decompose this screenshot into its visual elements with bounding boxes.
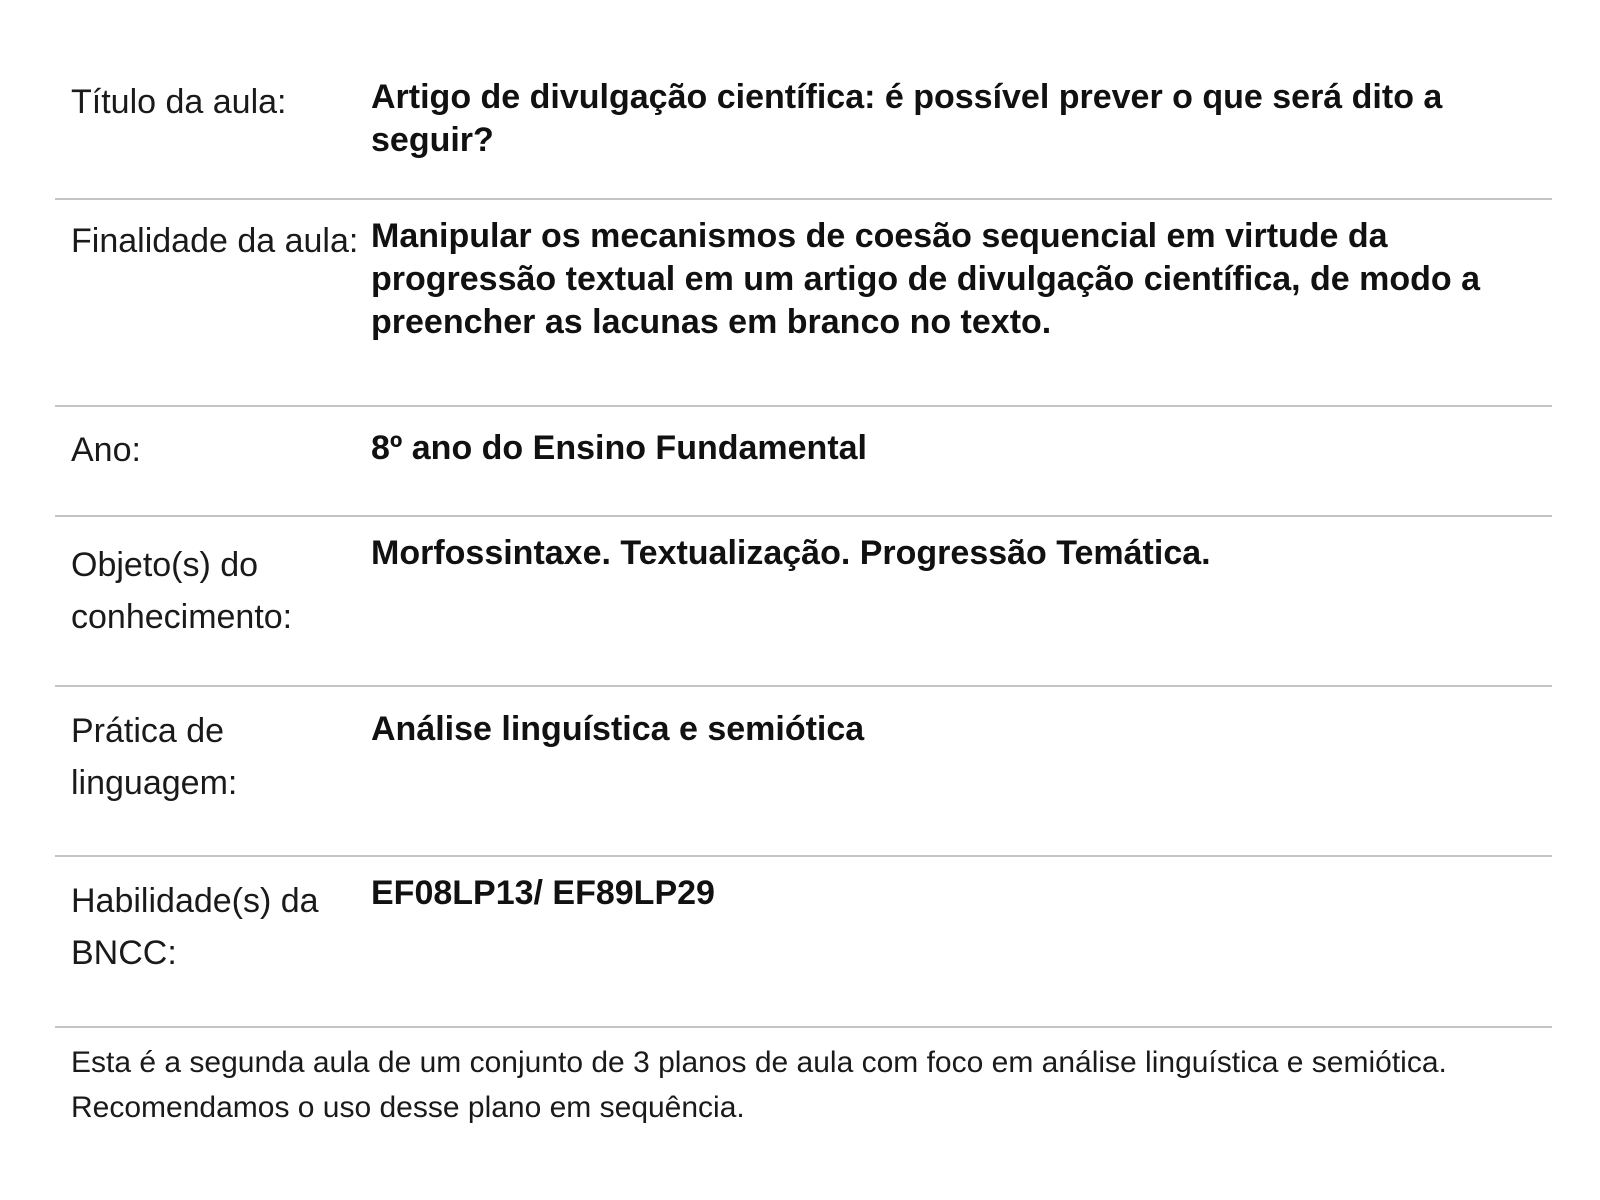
knowledge-objects-label: Objeto(s) do conhecimento: [71, 546, 293, 636]
language-practice-label: Prática de linguagem: [71, 712, 238, 802]
school-year-value: 8º ano do Ensino Fundamental [371, 429, 868, 467]
language-practice-value: Análise linguística e semiótica [371, 710, 865, 748]
row-lesson-title [55, 58, 1552, 200]
bncc-skills-label: Habilidade(s) da BNCC: [71, 882, 319, 972]
row-knowledge-objects [55, 517, 1552, 687]
sequence-note: Esta é a segunda aula de um conjunto de 3 planos de aula com foco em análise linguística e semiótica. Recomendamos o uso desse plano em sequência. [71, 1046, 1447, 1124]
row-school-year [55, 407, 1552, 517]
lesson-title-value: Artigo de divulgação científica: é possível prever o que será dito a seguir? [371, 78, 1443, 159]
school-year-label: Ano: [71, 431, 141, 469]
lesson-title-label: Título da aula: [71, 83, 287, 121]
lesson-purpose-label: Finalidade da aula: [71, 222, 359, 260]
bncc-skills-value: EF08LP13/ EF89LP29 [371, 874, 715, 912]
row-language-practice [55, 687, 1552, 857]
row-lesson-purpose [55, 200, 1552, 407]
lesson-plan-table [55, 58, 1552, 1130]
row-bncc-skills [55, 857, 1552, 1028]
lesson-purpose-value: Manipular os mecanismos de coesão sequencial em virtude da progressão textual em um artigo de divulgação científica, de modo a preencher as lacunas em branco no texto. [371, 217, 1481, 341]
knowledge-objects-value: Morfossintaxe. Textualização. Progressão Temática. [371, 534, 1211, 572]
